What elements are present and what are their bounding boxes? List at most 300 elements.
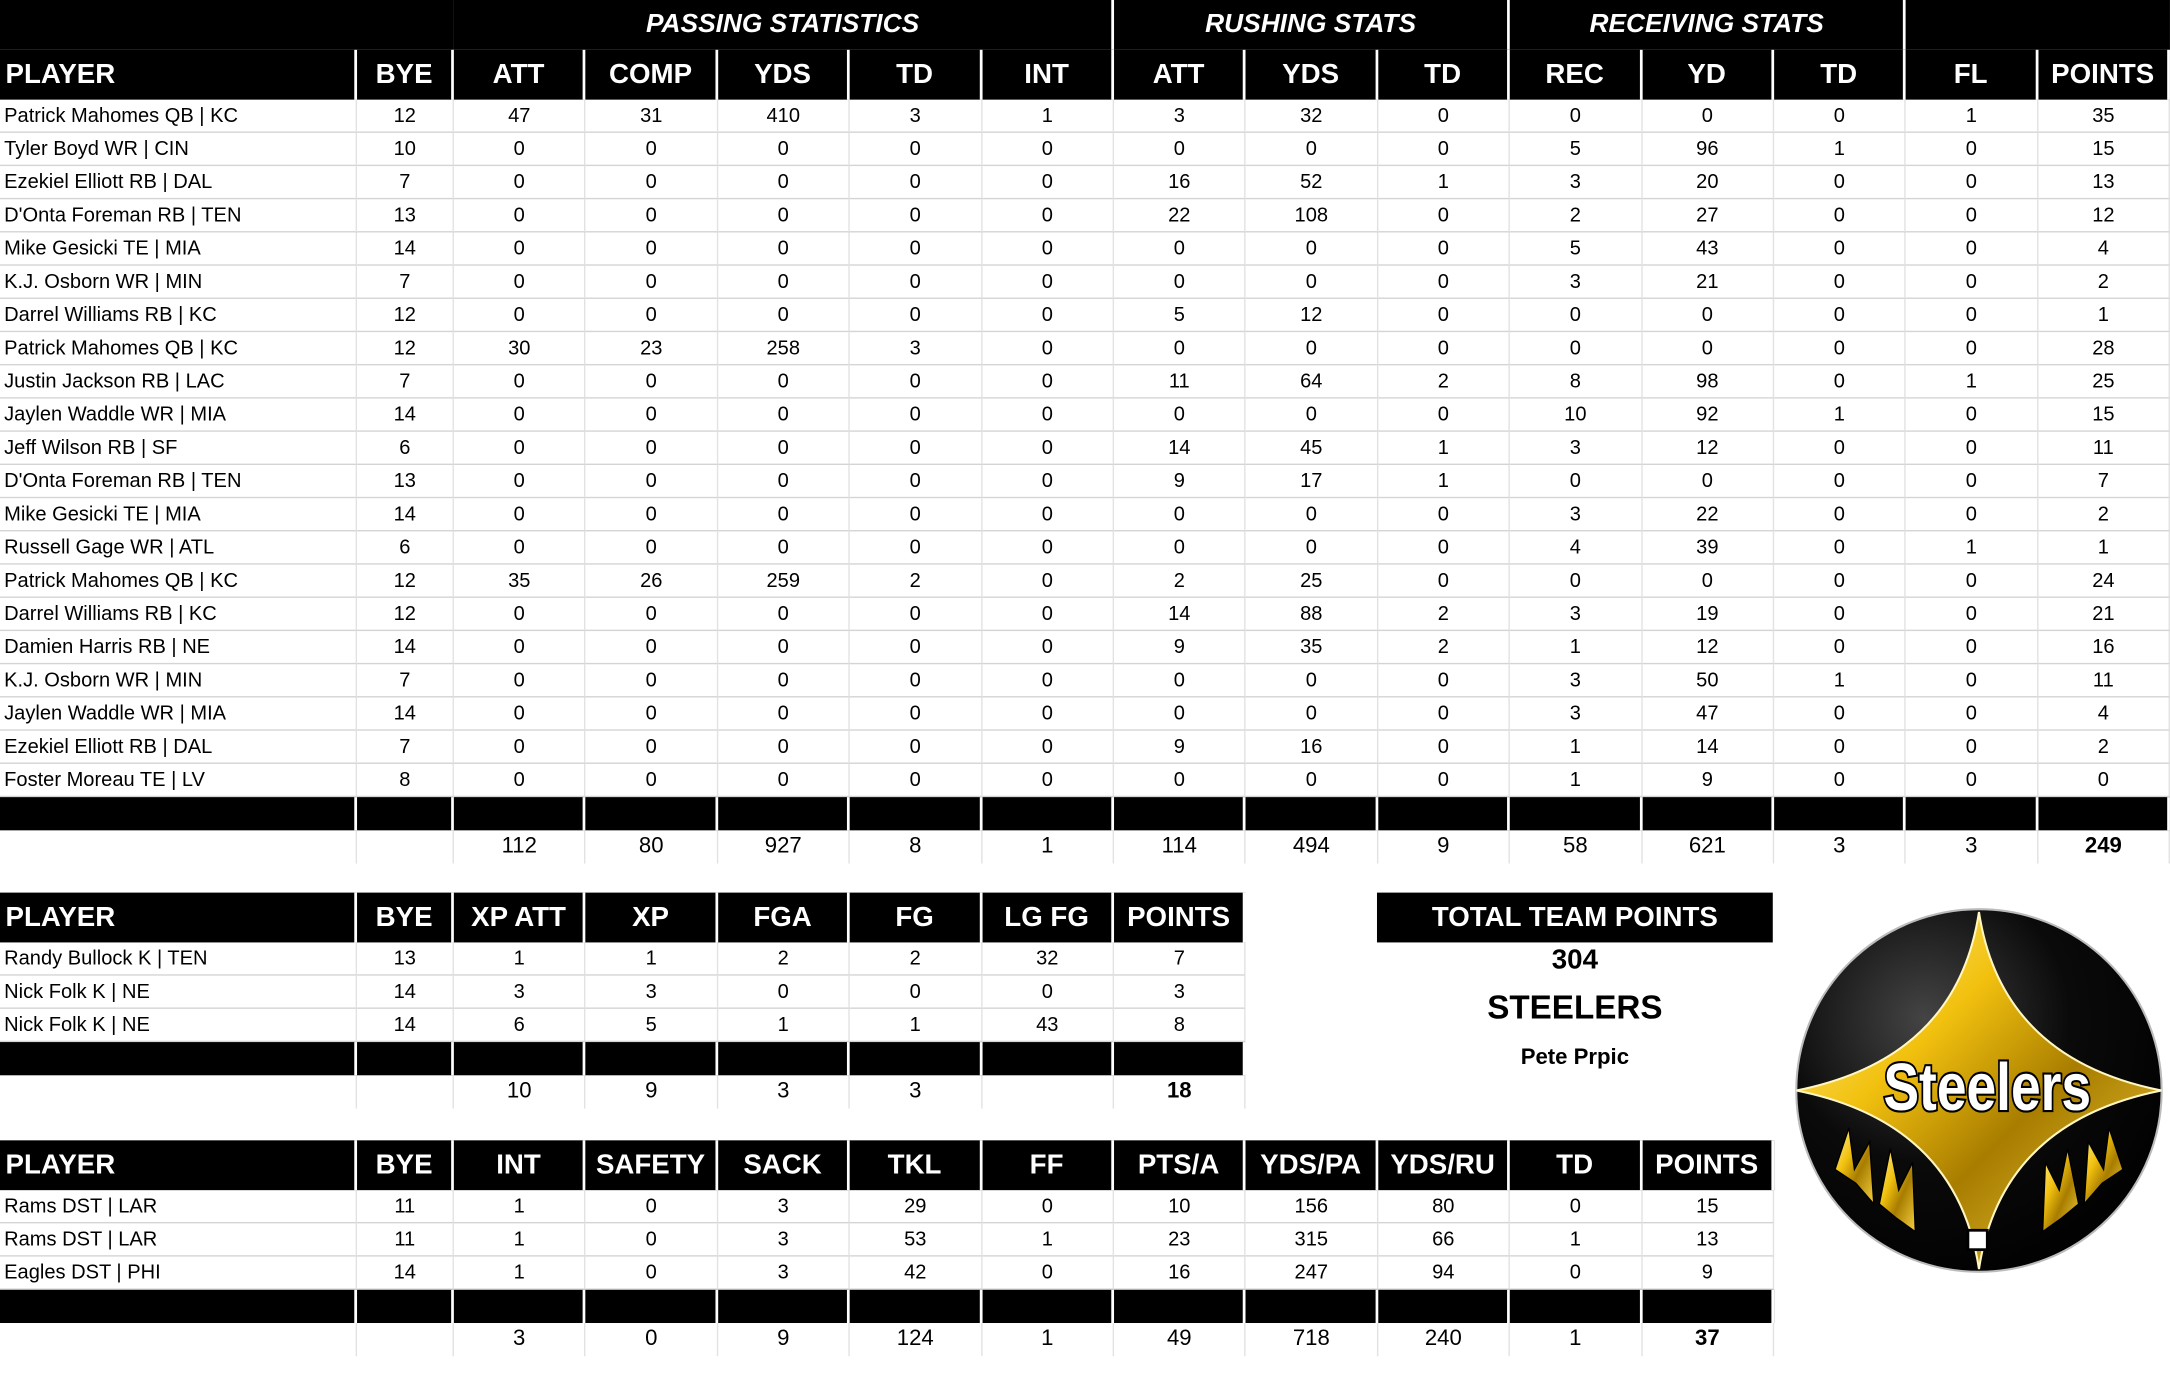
stat-cell-comp: 0 xyxy=(586,531,718,564)
svg-text:Steelers: Steelers xyxy=(1883,1049,2092,1125)
stat-cell-td: 0 xyxy=(1774,465,1906,498)
separator-bar xyxy=(718,1290,850,1323)
column-header-yds-pa: YDS/PA xyxy=(1246,1140,1378,1190)
column-header-int: INT xyxy=(454,1140,586,1190)
stat-cell-lg-fg: 32 xyxy=(982,942,1114,975)
player-name: Jaylen Waddle WR | MIA xyxy=(0,697,357,730)
player-name: D'Onta Foreman RB | TEN xyxy=(0,465,357,498)
stat-cell-rec: 3 xyxy=(1510,266,1642,299)
stat-cell-td: 0 xyxy=(1774,432,1906,465)
stat-cell-bye: 8 xyxy=(357,764,454,797)
stat-cell-yds-ru: 80 xyxy=(1378,1190,1510,1223)
stat-cell-bye: 12 xyxy=(357,598,454,631)
stat-cell-att: 0 xyxy=(454,598,586,631)
stat-cell-rec: 0 xyxy=(1510,565,1642,598)
stat-cell-comp: 0 xyxy=(586,199,718,232)
stat-cell-rec: 3 xyxy=(1510,664,1642,697)
player-name: Ezekiel Elliott RB | DAL xyxy=(0,731,357,764)
stat-cell-rec: 3 xyxy=(1510,498,1642,531)
column-header-ff: FF xyxy=(982,1140,1114,1190)
stat-cell-rec: 5 xyxy=(1510,232,1642,265)
stat-cell-att: 47 xyxy=(454,100,586,133)
player-name: D'Onta Foreman RB | TEN xyxy=(0,199,357,232)
stat-cell-bye: 13 xyxy=(357,942,454,975)
stat-cell-int: 0 xyxy=(982,631,1114,664)
column-header-att: ATT xyxy=(1114,50,1246,100)
stat-cell-xp-att: 6 xyxy=(454,1009,586,1042)
stat-cell-td: 0 xyxy=(850,266,982,299)
stat-cell-td: 0 xyxy=(1774,697,1906,730)
column-header-bye: BYE xyxy=(357,1140,454,1190)
stat-cell-fl: 0 xyxy=(1906,299,2038,332)
points-total: 18 xyxy=(1114,1075,1246,1108)
separator-bar xyxy=(850,1290,982,1323)
column-header-rec: REC xyxy=(1510,50,1642,100)
stat-cell-att: 0 xyxy=(454,365,586,398)
column-total: 49 xyxy=(1114,1323,1246,1356)
stat-cell-yd: 0 xyxy=(1642,332,1774,365)
stat-cell-fl: 1 xyxy=(1906,100,2038,133)
stat-cell-att: 0 xyxy=(1114,133,1246,166)
separator-bar xyxy=(2038,797,2170,830)
stat-cell-yds: 258 xyxy=(718,332,850,365)
stat-cell-bye: 6 xyxy=(357,531,454,564)
separator-bar xyxy=(982,1290,1114,1323)
separator-bar xyxy=(1642,1290,1774,1323)
stat-cell-points: 12 xyxy=(2038,199,2170,232)
stat-cell-td: 0 xyxy=(850,465,982,498)
kicker-stats-table xyxy=(0,893,1246,1109)
player-name: Justin Jackson RB | LAC xyxy=(0,365,357,398)
stat-cell-fl: 0 xyxy=(1906,565,2038,598)
column-total: 114 xyxy=(1114,830,1246,863)
separator-bar xyxy=(1510,1290,1642,1323)
column-header-comp: COMP xyxy=(586,50,718,100)
stat-cell-td: 1 xyxy=(1510,1223,1642,1256)
stat-cell-fg: 2 xyxy=(850,942,982,975)
stat-cell-safety: 0 xyxy=(586,1190,718,1223)
stat-cell-td: 0 xyxy=(850,299,982,332)
stat-cell-yd: 12 xyxy=(1642,432,1774,465)
stat-cell-att: 14 xyxy=(1114,432,1246,465)
stat-cell-att: 0 xyxy=(1114,664,1246,697)
stat-cell-td: 1 xyxy=(1774,664,1906,697)
stat-cell-att: 0 xyxy=(454,465,586,498)
stat-cell-att: 0 xyxy=(1114,764,1246,797)
stat-cell-fg: 1 xyxy=(850,1009,982,1042)
defense-stats-table xyxy=(0,1140,1774,1356)
column-total: 3 xyxy=(1906,830,2038,863)
separator-bar xyxy=(357,797,454,830)
player-name: Rams DST | LAR xyxy=(0,1223,357,1256)
column-total xyxy=(357,830,454,863)
separator-bar xyxy=(982,1042,1114,1075)
stat-cell-rec: 3 xyxy=(1510,432,1642,465)
column-total xyxy=(0,1075,357,1108)
stat-cell-points: 35 xyxy=(2038,100,2170,133)
stat-cell-points: 15 xyxy=(2038,133,2170,166)
column-header-player: PLAYER xyxy=(0,893,357,943)
stat-cell-td: 3 xyxy=(850,100,982,133)
stat-cell-td: 0 xyxy=(1774,764,1906,797)
stat-cell-safety: 0 xyxy=(586,1223,718,1256)
stat-cell-sack: 3 xyxy=(718,1257,850,1290)
total-team-points-value: 304 xyxy=(1551,945,1598,976)
stat-cell-td: 1 xyxy=(1378,465,1510,498)
stat-cell-bye: 14 xyxy=(357,498,454,531)
stat-cell-rec: 0 xyxy=(1510,465,1642,498)
column-total: 1 xyxy=(982,830,1114,863)
stat-cell-int: 0 xyxy=(982,598,1114,631)
separator-bar xyxy=(454,1290,586,1323)
stat-cell-comp: 0 xyxy=(586,166,718,199)
stat-cell-td: 0 xyxy=(1378,332,1510,365)
column-header-lg-fg: LG FG xyxy=(982,893,1114,943)
stat-cell-yds: 410 xyxy=(718,100,850,133)
stat-cell-int: 0 xyxy=(982,531,1114,564)
stat-cell-bye: 14 xyxy=(357,399,454,432)
player-name: Mike Gesicki TE | MIA xyxy=(0,498,357,531)
stat-cell-bye: 7 xyxy=(357,266,454,299)
separator-bar xyxy=(982,797,1114,830)
stat-cell-yd: 96 xyxy=(1642,133,1774,166)
separator-bar xyxy=(357,1042,454,1075)
stat-cell-td: 0 xyxy=(1774,631,1906,664)
column-total: 0 xyxy=(586,1323,718,1356)
stat-cell-points: 15 xyxy=(2038,399,2170,432)
player-name: Foster Moreau TE | LV xyxy=(0,764,357,797)
stat-cell-yds: 0 xyxy=(718,697,850,730)
column-total: 9 xyxy=(586,1075,718,1108)
stat-cell-att: 16 xyxy=(1114,166,1246,199)
stat-cell-yds: 0 xyxy=(718,498,850,531)
stat-cell-fl: 0 xyxy=(1906,199,2038,232)
stat-cell-td: 1 xyxy=(1378,432,1510,465)
player-name: Russell Gage WR | ATL xyxy=(0,531,357,564)
stat-cell-yds: 0 xyxy=(718,399,850,432)
stat-cell-fga: 2 xyxy=(718,942,850,975)
column-header-td: TD xyxy=(1774,50,1906,100)
stat-cell-yds: 0 xyxy=(1246,232,1378,265)
group-header-passing-statistics: PASSING STATISTICS xyxy=(454,0,1114,50)
stat-cell-yd: 0 xyxy=(1642,299,1774,332)
stat-cell-yd: 98 xyxy=(1642,365,1774,398)
stat-cell-att: 0 xyxy=(1114,697,1246,730)
stat-cell-td: 0 xyxy=(850,498,982,531)
column-header-bye: BYE xyxy=(357,50,454,100)
stat-cell-pts-a: 16 xyxy=(1114,1257,1246,1290)
stat-cell-td: 0 xyxy=(1378,531,1510,564)
stat-cell-rec: 5 xyxy=(1510,133,1642,166)
stat-cell-yd: 47 xyxy=(1642,697,1774,730)
player-name: Damien Harris RB | NE xyxy=(0,631,357,664)
stat-cell-rec: 1 xyxy=(1510,731,1642,764)
stat-cell-comp: 26 xyxy=(586,565,718,598)
separator-bar xyxy=(1774,797,1906,830)
stat-cell-att: 22 xyxy=(1114,199,1246,232)
stat-cell-td: 0 xyxy=(1378,697,1510,730)
column-header-player: PLAYER xyxy=(0,1140,357,1190)
stat-cell-td: 2 xyxy=(1378,631,1510,664)
stat-cell-yds: 88 xyxy=(1246,598,1378,631)
column-header-yds: YDS xyxy=(718,50,850,100)
stat-cell-comp: 0 xyxy=(586,598,718,631)
stat-cell-fl: 0 xyxy=(1906,598,2038,631)
stat-cell-att: 14 xyxy=(1114,598,1246,631)
column-total: 621 xyxy=(1642,830,1774,863)
column-total: 80 xyxy=(586,830,718,863)
stat-cell-rec: 0 xyxy=(1510,100,1642,133)
stat-cell-yds: 0 xyxy=(718,664,850,697)
stat-cell-rec: 4 xyxy=(1510,531,1642,564)
stat-cell-points: 16 xyxy=(2038,631,2170,664)
stat-cell-bye: 7 xyxy=(357,731,454,764)
player-name: Jaylen Waddle WR | MIA xyxy=(0,399,357,432)
stat-cell-yds: 25 xyxy=(1246,565,1378,598)
stat-cell-sack: 3 xyxy=(718,1190,850,1223)
stat-cell-td: 0 xyxy=(1774,266,1906,299)
stat-cell-yds: 108 xyxy=(1246,199,1378,232)
stat-cell-yd: 0 xyxy=(1642,565,1774,598)
stat-cell-bye: 14 xyxy=(357,976,454,1009)
stat-cell-int: 0 xyxy=(982,565,1114,598)
stat-cell-td: 0 xyxy=(1378,731,1510,764)
stat-cell-yds-pa: 315 xyxy=(1246,1223,1378,1256)
player-name: Rams DST | LAR xyxy=(0,1190,357,1223)
stat-cell-int: 1 xyxy=(454,1257,586,1290)
player-name: Mike Gesicki TE | MIA xyxy=(0,232,357,265)
stat-cell-lg-fg: 0 xyxy=(982,976,1114,1009)
stat-cell-yds: 0 xyxy=(718,731,850,764)
separator-bar xyxy=(1246,797,1378,830)
stat-cell-att: 35 xyxy=(454,565,586,598)
stat-cell-safety: 0 xyxy=(586,1257,718,1290)
column-header-yds: YDS xyxy=(1246,50,1378,100)
column-header-xp: XP xyxy=(586,893,718,943)
stat-cell-points: 2 xyxy=(2038,266,2170,299)
stat-cell-sack: 3 xyxy=(718,1223,850,1256)
stat-cell-yd: 19 xyxy=(1642,598,1774,631)
column-header-points: POINTS xyxy=(2038,50,2170,100)
stat-cell-yds: 0 xyxy=(718,133,850,166)
stat-cell-att: 0 xyxy=(1114,531,1246,564)
column-total: 8 xyxy=(850,830,982,863)
player-name: Jeff Wilson RB | SF xyxy=(0,432,357,465)
stat-cell-att: 0 xyxy=(1114,232,1246,265)
stat-cell-rec: 8 xyxy=(1510,365,1642,398)
stat-cell-points: 28 xyxy=(2038,332,2170,365)
separator-bar xyxy=(586,797,718,830)
stat-cell-fl: 1 xyxy=(1906,365,2038,398)
stat-cell-tkl: 29 xyxy=(850,1190,982,1223)
stat-cell-td: 0 xyxy=(850,399,982,432)
separator-bar xyxy=(0,797,357,830)
player-name: Darrel Williams RB | KC xyxy=(0,598,357,631)
stat-cell-ff: 0 xyxy=(982,1190,1114,1223)
separator-bar xyxy=(1246,1290,1378,1323)
stat-cell-xp-att: 1 xyxy=(454,942,586,975)
stat-cell-yds: 0 xyxy=(1246,764,1378,797)
stat-cell-comp: 0 xyxy=(586,266,718,299)
separator-bar xyxy=(454,797,586,830)
stat-cell-td: 0 xyxy=(1774,199,1906,232)
stat-cell-rec: 0 xyxy=(1510,332,1642,365)
stat-cell-yds: 35 xyxy=(1246,631,1378,664)
stat-cell-int: 0 xyxy=(982,764,1114,797)
stat-cell-bye: 11 xyxy=(357,1190,454,1223)
stat-cell-ff: 1 xyxy=(982,1223,1114,1256)
column-header-fg: FG xyxy=(850,893,982,943)
stat-cell-points: 1 xyxy=(2038,299,2170,332)
total-team-points-label: TOTAL TEAM POINTS xyxy=(1377,893,1773,943)
stat-cell-yds: 0 xyxy=(718,598,850,631)
stat-cell-points: 25 xyxy=(2038,365,2170,398)
stat-cell-att: 9 xyxy=(1114,731,1246,764)
stat-cell-att: 0 xyxy=(454,764,586,797)
column-total: 58 xyxy=(1510,830,1642,863)
stat-cell-int: 0 xyxy=(982,399,1114,432)
player-name: Nick Folk K | NE xyxy=(0,1009,357,1042)
stat-cell-att: 0 xyxy=(454,232,586,265)
stat-cell-bye: 14 xyxy=(357,1009,454,1042)
stat-cell-td: 2 xyxy=(1378,365,1510,398)
stat-cell-att: 9 xyxy=(1114,631,1246,664)
stat-cell-int: 0 xyxy=(982,465,1114,498)
stat-cell-att: 0 xyxy=(1114,498,1246,531)
player-name: Nick Folk K | NE xyxy=(0,976,357,1009)
column-header-yd: YD xyxy=(1642,50,1774,100)
stat-cell-yds: 0 xyxy=(718,365,850,398)
stat-cell-comp: 0 xyxy=(586,365,718,398)
stat-cell-td: 0 xyxy=(1378,133,1510,166)
stat-cell-int: 0 xyxy=(982,697,1114,730)
stat-cell-yds: 0 xyxy=(718,232,850,265)
stat-cell-yd: 9 xyxy=(1642,764,1774,797)
column-header-safety: SAFETY xyxy=(586,1140,718,1190)
stat-cell-att: 0 xyxy=(454,399,586,432)
stat-cell-rec: 1 xyxy=(1510,631,1642,664)
stat-cell-points: 2 xyxy=(2038,498,2170,531)
stat-cell-points: 4 xyxy=(2038,697,2170,730)
column-total: 240 xyxy=(1378,1323,1510,1356)
stat-cell-fl: 0 xyxy=(1906,631,2038,664)
stat-cell-comp: 31 xyxy=(586,100,718,133)
stat-cell-td: 0 xyxy=(1774,731,1906,764)
stat-cell-att: 2 xyxy=(1114,565,1246,598)
stat-cell-yds: 16 xyxy=(1246,731,1378,764)
column-total xyxy=(357,1323,454,1356)
stat-cell-td: 0 xyxy=(850,133,982,166)
stat-cell-att: 0 xyxy=(454,631,586,664)
stat-cell-yds: 32 xyxy=(1246,100,1378,133)
stat-cell-att: 0 xyxy=(454,166,586,199)
stat-cell-yds: 0 xyxy=(1246,498,1378,531)
separator-bar xyxy=(850,797,982,830)
column-total: 1 xyxy=(982,1323,1114,1356)
points-total: 37 xyxy=(1642,1323,1774,1356)
stat-cell-att: 0 xyxy=(1114,266,1246,299)
stat-cell-yds: 0 xyxy=(718,199,850,232)
stat-cell-points: 2 xyxy=(2038,731,2170,764)
column-total xyxy=(0,1323,357,1356)
column-total: 718 xyxy=(1246,1323,1378,1356)
column-header-player: PLAYER xyxy=(0,50,357,100)
stat-cell-xp: 1 xyxy=(586,942,718,975)
player-name: Patrick Mahomes QB | KC xyxy=(0,332,357,365)
stat-cell-td: 0 xyxy=(1774,565,1906,598)
stat-cell-yds: 0 xyxy=(718,299,850,332)
stat-cell-fl: 0 xyxy=(1906,697,2038,730)
owner-name: Pete Prpic xyxy=(1520,1046,1630,1070)
stat-cell-yd: 0 xyxy=(1642,465,1774,498)
stat-cell-bye: 12 xyxy=(357,100,454,133)
stat-cell-xp: 3 xyxy=(586,976,718,1009)
column-header-sack: SACK xyxy=(718,1140,850,1190)
stat-cell-td: 0 xyxy=(850,432,982,465)
player-name: Patrick Mahomes QB | KC xyxy=(0,565,357,598)
stat-cell-int: 0 xyxy=(982,266,1114,299)
stat-cell-int: 0 xyxy=(982,365,1114,398)
stat-cell-fl: 0 xyxy=(1906,166,2038,199)
stat-cell-td: 0 xyxy=(850,664,982,697)
stat-cell-td: 0 xyxy=(1774,598,1906,631)
column-header-int: INT xyxy=(982,50,1114,100)
column-total: 3 xyxy=(1774,830,1906,863)
separator-bar xyxy=(586,1042,718,1075)
stat-cell-yds: 0 xyxy=(718,764,850,797)
stat-cell-td: 0 xyxy=(1774,332,1906,365)
stat-cell-yds: 0 xyxy=(1246,332,1378,365)
separator-bar xyxy=(850,1042,982,1075)
stat-cell-bye: 11 xyxy=(357,1223,454,1256)
stat-cell-yd: 20 xyxy=(1642,166,1774,199)
stat-cell-bye: 14 xyxy=(357,631,454,664)
stat-cell-rec: 0 xyxy=(1510,299,1642,332)
stat-cell-fl: 0 xyxy=(1906,432,2038,465)
stat-cell-bye: 14 xyxy=(357,232,454,265)
group-header-receiving-stats: RECEIVING STATS xyxy=(1510,0,1906,50)
column-header-yds-ru: YDS/RU xyxy=(1378,1140,1510,1190)
stat-cell-td: 1 xyxy=(1774,133,1906,166)
stat-cell-points: 8 xyxy=(1114,1009,1246,1042)
column-header-td: TD xyxy=(1510,1140,1642,1190)
separator-bar xyxy=(1114,1290,1246,1323)
player-name: Tyler Boyd WR | CIN xyxy=(0,133,357,166)
stat-cell-lg-fg: 43 xyxy=(982,1009,1114,1042)
stat-cell-int: 0 xyxy=(982,432,1114,465)
stat-cell-yds: 0 xyxy=(1246,133,1378,166)
stat-cell-pts-a: 23 xyxy=(1114,1223,1246,1256)
column-header-points: POINTS xyxy=(1114,893,1246,943)
stat-cell-yd: 27 xyxy=(1642,199,1774,232)
separator-bar xyxy=(1114,797,1246,830)
column-total: 494 xyxy=(1246,830,1378,863)
column-header-pts-a: PTS/A xyxy=(1114,1140,1246,1190)
stat-cell-att: 0 xyxy=(454,299,586,332)
stat-cell-int: 0 xyxy=(982,731,1114,764)
stat-cell-yds: 0 xyxy=(1246,266,1378,299)
separator-bar xyxy=(1378,797,1510,830)
stat-cell-td: 0 xyxy=(850,232,982,265)
stat-cell-comp: 23 xyxy=(586,332,718,365)
stat-cell-points: 11 xyxy=(2038,432,2170,465)
stat-cell-fl: 0 xyxy=(1906,266,2038,299)
stat-cell-rec: 3 xyxy=(1510,166,1642,199)
stat-cell-yd: 39 xyxy=(1642,531,1774,564)
player-name: K.J. Osborn WR | MIN xyxy=(0,664,357,697)
player-name: Patrick Mahomes QB | KC xyxy=(0,100,357,133)
stat-cell-att: 0 xyxy=(454,531,586,564)
